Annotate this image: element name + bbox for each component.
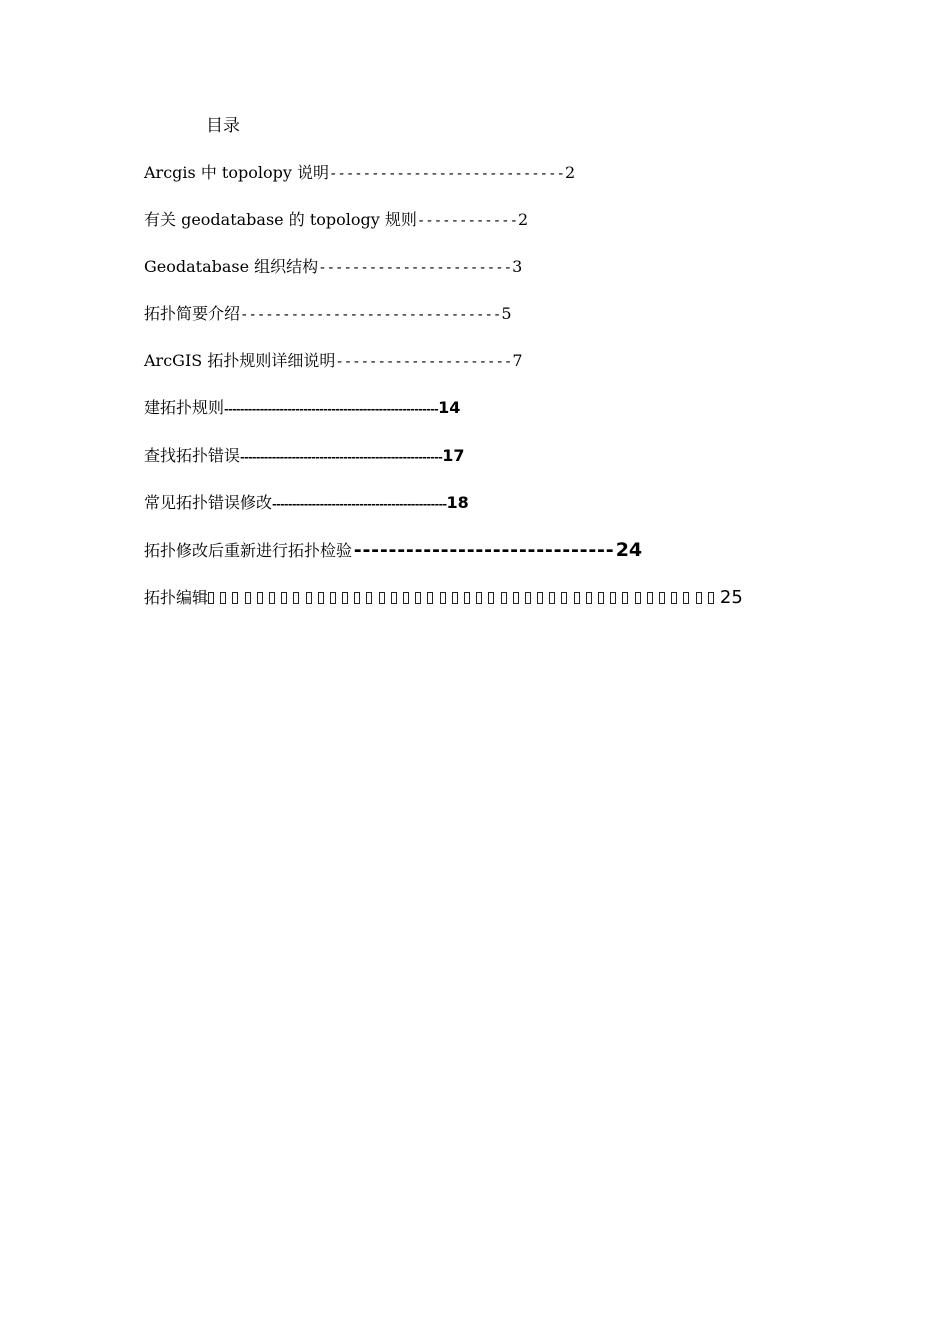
missing-glyph-box [293,592,299,604]
missing-glyph-box [208,592,214,604]
missing-glyph-box [525,592,531,604]
toc-entry[interactable] [144,256,522,279]
missing-glyph-box [488,592,494,604]
missing-glyph-box [549,592,555,604]
toc-entry-title: 常见拓扑错误修改 [144,493,273,512]
missing-glyph-box [427,592,433,604]
toc-entry[interactable] [144,492,469,516]
toc-entry[interactable] [144,587,743,609]
missing-glyph-box [647,592,653,604]
missing-glyph-box [245,592,251,604]
toc-entry-leader: --------------------- [335,354,513,370]
toc-entry-leader: ------------------------------- [240,307,502,323]
toc-entry-title: 拓扑简要介绍 [144,304,241,323]
toc-entry[interactable] [144,539,642,562]
toc-entry-page: 2 [564,163,576,182]
missing-glyph-box [379,592,385,604]
missing-glyph-box [366,592,372,604]
missing-glyph-box [696,592,702,604]
toc-entry-leader: ------------------------------ [352,539,613,561]
toc-entry-title: 有关 geodatabase 的 topology 规则 [144,210,417,229]
toc-entry-title: 拓扑修改后重新进行拓扑检验 [144,541,353,560]
missing-glyph-box [476,592,482,604]
missing-glyph-box [452,592,458,604]
missing-glyph-box [622,592,628,604]
missing-glyph-box [220,592,226,604]
toc-entry-title: 拓扑编辑 [144,588,209,607]
missing-glyph-box [598,592,604,604]
toc-entry-page: 7 [512,351,523,370]
toc-entry-title: 建拓扑规则 [144,398,225,417]
toc-entry-leader: ------------ [416,213,519,229]
missing-glyph-box [391,592,397,604]
toc-entry-leader: -------------------------------------------- [272,498,447,511]
toc-entry-leader: ----------------------- [318,260,513,276]
toc-entry-page: 17 [442,446,465,465]
missing-glyph-box [257,592,263,604]
toc-entry[interactable] [144,445,465,469]
toc-entry-title: ArcGIS 拓扑规则详细说明 [144,351,336,370]
missing-glyph-box [464,592,470,604]
missing-glyph-box [440,592,446,604]
missing-glyph-box [342,592,348,604]
toc-entry[interactable] [144,350,523,373]
missing-glyph-box [232,592,238,604]
missing-glyph-box [306,592,312,604]
toc-entry-page: 25 [719,587,743,608]
toc-entry-page: 14 [438,398,461,417]
missing-glyph-box [586,592,592,604]
missing-glyph-box [330,592,336,604]
missing-glyph-box [403,592,409,604]
missing-glyph-box [671,592,677,604]
toc-entry-leader: ---------------------------- [328,166,565,182]
toc-entry-leader: ------------------------------------------------------ [224,403,439,416]
toc-heading: 目录 [206,116,240,136]
toc-entry-leader: --------------------------------------------------- [240,451,443,464]
missing-glyph-box [708,592,714,604]
missing-glyph-box [561,592,567,604]
toc-entry-page: 24 [615,539,643,561]
missing-glyph-box [269,592,275,604]
missing-glyph-box [574,592,580,604]
missing-glyph-box [683,592,689,604]
missing-glyph-box [354,592,360,604]
toc-entry-page: 5 [501,304,512,323]
toc-entry-page: 2 [518,210,529,229]
missing-glyph-box [415,592,421,604]
missing-glyph-box [318,592,324,604]
toc-entry[interactable] [144,397,460,421]
toc-entry[interactable] [144,303,512,326]
toc-entry-page: 18 [446,493,469,512]
missing-glyph-box [610,592,616,604]
toc-entry-title: Arcgis 中 topolopy 说明 [144,163,329,182]
toc-entry-leader-glyphs [208,588,720,607]
toc-entry-title: Geodatabase 组织结构 [144,257,319,276]
toc-entry-page: 3 [512,257,523,276]
missing-glyph-box [659,592,665,604]
missing-glyph-box [635,592,641,604]
toc-entry[interactable] [144,209,528,232]
missing-glyph-box [537,592,543,604]
missing-glyph-box [501,592,507,604]
toc-entry[interactable] [144,162,575,185]
toc-entry-title: 查找拓扑错误 [144,446,241,465]
missing-glyph-box [513,592,519,604]
missing-glyph-box [281,592,287,604]
